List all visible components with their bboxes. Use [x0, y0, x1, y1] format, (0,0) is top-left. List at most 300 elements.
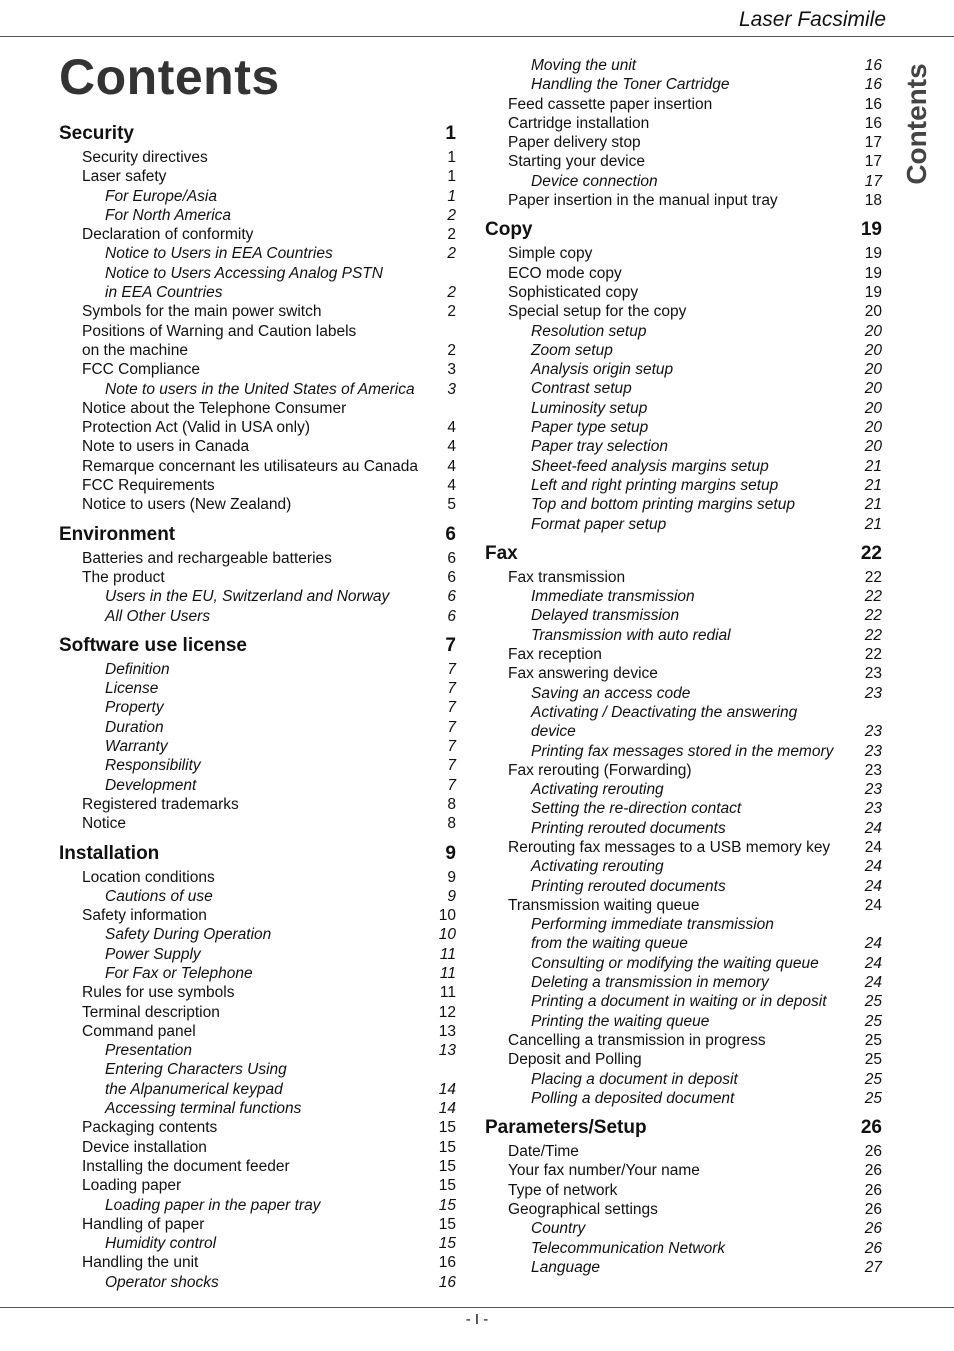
toc-entry[interactable]: [485, 360, 882, 379]
toc-entry-title: Cautions of use: [105, 887, 213, 905]
toc-page-number: 22: [860, 542, 882, 564]
toc-entry[interactable]: [485, 264, 882, 283]
toc-entry-title: Humidity control: [105, 1235, 217, 1253]
toc-entry-title: Your fax number/Your name: [508, 1162, 700, 1180]
toc-entry[interactable]: [59, 1234, 456, 1253]
toc-entry[interactable]: [59, 283, 456, 302]
toc-entry[interactable]: [485, 302, 882, 321]
toc-entry[interactable]: [485, 172, 882, 191]
toc-entry-title: Paper insertion in the manual input tray: [508, 192, 778, 210]
toc-page-number: 25: [864, 1012, 882, 1030]
toc-page-number: 20: [864, 380, 882, 398]
toc-entry[interactable]: [485, 191, 882, 210]
toc-page-number: 25: [864, 1070, 882, 1088]
toc-left-column: [59, 119, 456, 1292]
toc-page-number: 2: [447, 284, 456, 302]
toc-entry[interactable]: [485, 283, 882, 302]
toc-entry[interactable]: [59, 718, 456, 737]
toc-page-number: 13: [438, 1022, 456, 1040]
toc-entry-title: The product: [82, 568, 165, 586]
toc-entry[interactable]: [485, 1258, 882, 1277]
toc-entry[interactable]: [59, 1196, 456, 1215]
toc-entry-title: Feed cassette paper insertion: [508, 95, 713, 113]
toc-page-number: 7: [447, 757, 456, 775]
toc-entry[interactable]: [485, 379, 882, 398]
toc-entry-title: Cartridge installation: [508, 114, 650, 132]
toc-page-number: 2: [447, 245, 456, 263]
toc-entry-title: Notice to Users Accessing Analog PSTN: [105, 264, 383, 282]
toc-entry-title: Printing a document in waiting or in deposit: [531, 993, 827, 1011]
toc-page-number: 18: [864, 192, 882, 210]
toc-section-heading[interactable]: [485, 1113, 882, 1142]
toc-page-number: 22: [864, 607, 882, 625]
toc-entry-title: All Other Users: [105, 607, 211, 625]
toc-entry-title: Analysis origin setup: [531, 361, 674, 379]
toc-entry[interactable]: [59, 1253, 456, 1272]
toc-entry[interactable]: [59, 1215, 456, 1234]
toc-entry[interactable]: [485, 152, 882, 171]
toc-entry[interactable]: [485, 1031, 882, 1050]
toc-page-number: 26: [860, 1117, 882, 1139]
toc-entry-title: Device connection: [531, 172, 658, 190]
toc-entry-title: Terminal description: [82, 1003, 220, 1021]
toc-entry-title: Saving an access code: [531, 684, 691, 702]
toc-entry-title: from the waiting queue: [531, 935, 688, 953]
toc-section-heading[interactable]: [485, 539, 882, 568]
toc-entry[interactable]: [59, 737, 456, 756]
toc-entry[interactable]: [485, 606, 882, 625]
toc-entry-title: Printing rerouted documents: [531, 819, 726, 837]
toc-entry-title: Zoom setup: [531, 341, 613, 359]
toc-entry-title: Installing the document feeder: [82, 1157, 290, 1175]
toc-page-number: 19: [860, 219, 882, 241]
toc-page-number: 20: [864, 341, 882, 359]
toc-entry-title: Special setup for the copy: [508, 303, 687, 321]
toc-entry[interactable]: [485, 1181, 882, 1200]
toc-entry[interactable]: [59, 302, 456, 321]
toc-section-heading[interactable]: [485, 215, 882, 244]
toc-entry-title: Security: [59, 123, 134, 144]
toc-entry[interactable]: [59, 814, 456, 833]
toc-page-number: 11: [439, 945, 456, 963]
toc-page-number: 17: [864, 153, 882, 171]
toc-page-number: 14: [438, 1100, 456, 1118]
toc-page-number: 20: [864, 303, 882, 321]
toc-page-number: 4: [447, 457, 456, 475]
toc-entry[interactable]: [59, 1041, 456, 1060]
toc-entry-title: License: [105, 680, 159, 698]
toc-page-number: 23: [864, 742, 882, 760]
toc-entry-title: Rerouting fax messages to a USB memory key: [508, 838, 831, 856]
toc-page-number: 21: [864, 457, 882, 475]
toc-entry[interactable]: [485, 780, 882, 799]
header-rule: [0, 36, 954, 37]
toc-page-number: 24: [864, 877, 882, 895]
toc-entry[interactable]: [59, 399, 456, 418]
toc-entry[interactable]: [485, 664, 882, 683]
toc-page-number: 26: [864, 1239, 882, 1257]
toc-entry-title: Symbols for the main power switch: [82, 303, 322, 321]
toc-page-number: 24: [864, 954, 882, 972]
toc-entry-title: Starting your device: [508, 153, 645, 171]
toc-entry-title: Paper delivery stop: [508, 134, 641, 152]
toc-entry[interactable]: [485, 114, 882, 133]
toc-entry[interactable]: [485, 244, 882, 263]
toc-entry[interactable]: [485, 1219, 882, 1238]
toc-entry-title: Resolution setup: [531, 322, 647, 340]
toc-entry-title: Performing immediate transmission: [531, 916, 774, 934]
toc-entry[interactable]: [59, 756, 456, 775]
toc-entry[interactable]: [485, 418, 882, 437]
toc-page-number: 7: [447, 699, 456, 717]
toc-entry-title: Polling a deposited document: [531, 1089, 735, 1107]
toc-entry-title: Command panel: [82, 1022, 196, 1040]
toc-section-heading[interactable]: [59, 839, 456, 868]
toc-entry-title: Activating rerouting: [531, 858, 664, 876]
toc-entry-title: Cancelling a transmission in progress: [508, 1031, 766, 1049]
toc-page-number: 20: [864, 322, 882, 340]
side-tab: [895, 60, 939, 188]
toc-section-heading[interactable]: [59, 631, 456, 660]
toc-entry[interactable]: [485, 877, 882, 896]
toc-entry-title: Printing rerouted documents: [531, 877, 726, 895]
toc-entry[interactable]: [59, 1157, 456, 1176]
toc-page-number: 7: [447, 738, 456, 756]
toc-page-number: 13: [438, 1042, 456, 1060]
toc-entry-title: Rules for use symbols: [82, 984, 235, 1002]
toc-entry[interactable]: [485, 1200, 882, 1219]
toc-entry[interactable]: [59, 1138, 456, 1157]
toc-entry[interactable]: [485, 515, 882, 534]
toc-entry[interactable]: [59, 887, 456, 906]
toc-page-number: 20: [864, 399, 882, 417]
toc-page-number: 23: [864, 665, 882, 683]
toc-entry[interactable]: [59, 1273, 456, 1292]
toc-page-number: 24: [864, 838, 882, 856]
toc-entry-title: Operator shocks: [105, 1273, 219, 1291]
toc-entry-title: Date/Time: [508, 1143, 579, 1161]
toc-entry[interactable]: [485, 322, 882, 341]
toc-page-number: 11: [439, 964, 456, 982]
toc-entry[interactable]: [59, 1118, 456, 1137]
toc-entry[interactable]: [59, 549, 456, 568]
toc-entry[interactable]: [59, 187, 456, 206]
toc-entry[interactable]: [59, 360, 456, 379]
toc-entry-title: Sheet-feed analysis margins setup: [531, 457, 769, 475]
toc-page-number: 4: [447, 477, 456, 495]
toc-entry[interactable]: [59, 776, 456, 795]
toc-entry[interactable]: [485, 896, 882, 915]
toc-entry[interactable]: [485, 915, 882, 934]
toc-page-number: 16: [864, 76, 882, 94]
toc-entry-title: Handling the Toner Cartridge: [531, 76, 730, 94]
toc-page-number: 15: [438, 1235, 456, 1253]
toc-entry-title: Moving the unit: [531, 57, 637, 74]
toc-page-number: 21: [864, 496, 882, 514]
toc-entry-title: Positions of Warning and Caution labels: [82, 322, 357, 340]
toc-entry[interactable]: [485, 857, 882, 876]
toc-entry[interactable]: [59, 244, 456, 263]
toc-page-number: 15: [438, 1177, 456, 1195]
toc-entry-title: Copy: [485, 219, 533, 241]
toc-page-number: 22: [864, 626, 882, 644]
toc-entry[interactable]: [485, 799, 882, 818]
toc-entry-title: Definition: [105, 660, 170, 678]
toc-section-heading[interactable]: [59, 520, 456, 549]
toc-page-number: 1: [447, 168, 456, 186]
toc-page-number: 6: [447, 568, 456, 586]
toc-entry[interactable]: [59, 225, 456, 244]
toc-entry[interactable]: [485, 954, 882, 973]
toc-entry[interactable]: [485, 437, 882, 456]
toc-page-number: 27: [864, 1258, 882, 1276]
toc-entry[interactable]: [59, 341, 456, 360]
toc-entry-title: Development: [105, 776, 197, 794]
toc-entry[interactable]: [59, 380, 456, 399]
toc-page-number: 17: [864, 172, 882, 190]
toc-page-number: 2: [447, 206, 456, 224]
toc-entry[interactable]: [485, 742, 882, 761]
page-title: Contents: [59, 49, 280, 105]
toc-entry-title: Protection Act (Valid in USA only): [82, 419, 311, 437]
toc-entry[interactable]: [59, 868, 456, 887]
toc-entry-title: Country: [531, 1220, 586, 1238]
toc-entry-title: Fax answering device: [508, 665, 658, 683]
toc-entry[interactable]: [59, 679, 456, 698]
toc-entry-title: Paper tray selection: [531, 438, 668, 456]
toc-page-number: 20: [864, 419, 882, 437]
toc-entry[interactable]: [485, 1070, 882, 1089]
toc-entry[interactable]: [59, 206, 456, 225]
toc-right-column: [485, 56, 882, 1277]
toc-entry[interactable]: [59, 587, 456, 606]
toc-entry-title: Warranty: [105, 738, 168, 756]
toc-page-number: 10: [438, 907, 456, 925]
toc-entry[interactable]: [485, 133, 882, 152]
toc-entry[interactable]: [485, 399, 882, 418]
toc-entry-title: Notice to users (New Zealand): [82, 496, 292, 514]
side-tab-label: Contents: [901, 63, 932, 185]
toc-entry[interactable]: [485, 626, 882, 645]
toc-page-number: 22: [864, 588, 882, 606]
toc-page-number: 6: [447, 588, 456, 606]
toc-entry[interactable]: [485, 973, 882, 992]
toc-entry[interactable]: [485, 645, 882, 664]
toc-entry[interactable]: [485, 587, 882, 606]
toc-entry-title: Environment: [59, 523, 176, 545]
toc-entry-title: Notice to Users in EEA Countries: [105, 245, 333, 263]
toc-entry-title: Users in the EU, Switzerland and Norway: [105, 588, 390, 606]
toc-page-number: 8: [447, 795, 456, 813]
toc-entry[interactable]: [485, 934, 882, 953]
toc-entry-title: Installation: [59, 842, 160, 864]
toc-entry-title: Fax rerouting (Forwarding): [508, 761, 692, 779]
toc-entry[interactable]: [59, 1060, 456, 1079]
toc-page-number: 7: [447, 660, 456, 678]
toc-entry[interactable]: [485, 1050, 882, 1069]
toc-entry-title: Printing the waiting queue: [531, 1012, 710, 1030]
toc-entry-title: Immediate transmission: [531, 588, 695, 606]
toc-page-number: 23: [864, 800, 882, 818]
toc-section-heading[interactable]: [59, 119, 456, 148]
toc-entry-title: ECO mode copy: [508, 264, 622, 282]
toc-entry-title: For North America: [105, 206, 232, 224]
toc-entry[interactable]: [59, 925, 456, 944]
toc-entry[interactable]: [485, 703, 882, 722]
toc-entry-title: Telecommunication Network: [531, 1239, 726, 1257]
toc-entry-title: Language: [531, 1258, 600, 1276]
toc-entry[interactable]: [59, 148, 456, 167]
toc-page-number: 12: [438, 1003, 456, 1021]
toc-entry[interactable]: [59, 495, 456, 514]
toc-entry-title: Paper type setup: [531, 419, 649, 437]
toc-entry[interactable]: [59, 1099, 456, 1118]
toc-page-number: 2: [447, 303, 456, 321]
toc-entry-title: Transmission with auto redial: [531, 626, 731, 644]
toc-entry-title: Loading paper in the paper tray: [105, 1196, 321, 1214]
toc-entry[interactable]: [485, 457, 882, 476]
toc-page-number: 22: [864, 646, 882, 664]
toc-entry-title: Software use license: [59, 634, 247, 656]
toc-entry[interactable]: [59, 945, 456, 964]
toc-page-number: 4: [447, 419, 456, 437]
toc-entry[interactable]: [59, 322, 456, 341]
toc-entry[interactable]: [485, 761, 882, 780]
toc-entry[interactable]: [485, 819, 882, 838]
toc-page-number: 16: [864, 114, 882, 132]
toc-page-number: 22: [864, 568, 882, 586]
toc-entry-title: Registered trademarks: [82, 795, 239, 813]
toc-entry[interactable]: [59, 264, 456, 283]
toc-entry[interactable]: [59, 418, 456, 437]
toc-entry[interactable]: [485, 1089, 882, 1108]
toc-entry[interactable]: [59, 795, 456, 814]
toc-page-number: 24: [864, 935, 882, 953]
toc-entry[interactable]: [59, 983, 456, 1002]
toc-page-number: 23: [864, 684, 882, 702]
toc-page-number: 5: [447, 496, 456, 514]
toc-entry[interactable]: [59, 457, 456, 476]
toc-entry[interactable]: [59, 1176, 456, 1195]
toc-entry[interactable]: [59, 1003, 456, 1022]
toc-page-number: 11: [439, 984, 456, 1002]
toc-entry[interactable]: [59, 607, 456, 626]
toc-page-number: 6: [447, 607, 456, 625]
toc-entry-title: Sophisticated copy: [508, 283, 639, 301]
toc-entry-title: Responsibility: [105, 757, 201, 775]
toc-entry[interactable]: [485, 684, 882, 703]
toc-entry-title: Property: [105, 699, 164, 717]
toc-entry-title: Notice: [82, 815, 126, 833]
toc-page-number: 16: [864, 95, 882, 113]
toc-entry-title: Consulting or modifying the waiting queue: [531, 954, 819, 972]
toc-entry[interactable]: [485, 722, 882, 741]
toc-entry[interactable]: [59, 906, 456, 925]
toc-page-number: 26: [864, 1220, 882, 1238]
toc-entry-title: Activating rerouting: [531, 781, 664, 799]
toc-entry-title: Activating / Deactivating the answering: [531, 703, 798, 721]
toc-entry[interactable]: [485, 95, 882, 114]
toc-entry[interactable]: [59, 437, 456, 456]
toc-entry[interactable]: [485, 992, 882, 1011]
toc-page-number: 20: [864, 438, 882, 456]
toc-entry-title: Power Supply: [105, 945, 201, 963]
toc-page-number: 26: [864, 1162, 882, 1180]
toc-page-number: 10: [438, 926, 456, 944]
toc-entry-title: the Alpanumerical keypad: [105, 1080, 283, 1098]
toc-entry[interactable]: [485, 838, 882, 857]
toc-entry[interactable]: [485, 476, 882, 495]
toc-entry[interactable]: [485, 568, 882, 587]
toc-entry-title: Fax: [485, 542, 518, 564]
toc-entry[interactable]: [485, 75, 882, 94]
toc-page-number: 3: [447, 380, 456, 398]
toc-entry[interactable]: [485, 1142, 882, 1161]
toc-entry-title: Packaging contents: [82, 1119, 218, 1137]
toc-page-number: 1: [447, 149, 456, 166]
toc-entry-title: Format paper setup: [531, 515, 667, 533]
toc-entry[interactable]: [485, 341, 882, 360]
toc-entry-title: For Fax or Telephone: [105, 964, 253, 982]
toc-page-number: 24: [864, 858, 882, 876]
toc-page-number: 2: [447, 226, 456, 244]
toc-entry[interactable]: [485, 1239, 882, 1258]
toc-entry-title: FCC Requirements: [82, 477, 215, 495]
toc-entry-title: Fax transmission: [508, 568, 626, 586]
toc-page-number: 7: [447, 680, 456, 698]
toc-entry-title: Note to users in Canada: [82, 438, 250, 456]
toc-entry[interactable]: [59, 698, 456, 717]
toc-entry-title: Fax reception: [508, 646, 602, 664]
toc-entry-title: Entering Characters Using: [105, 1061, 287, 1079]
toc-entry[interactable]: [485, 1161, 882, 1180]
toc-entry-title: Simple copy: [508, 245, 593, 263]
toc-page-number: 15: [438, 1138, 456, 1156]
toc-entry-title: in EEA Countries: [105, 284, 223, 302]
toc-entry-title: Type of network: [508, 1181, 618, 1199]
toc-entry[interactable]: [59, 964, 456, 983]
toc-page-number: 19: [864, 264, 882, 282]
toc-page-number: 9: [447, 887, 456, 905]
toc-entry-title: Setting the re-direction contact: [531, 800, 742, 818]
toc-entry-title: Accessing terminal functions: [105, 1100, 302, 1118]
toc-page-number: 15: [438, 1196, 456, 1214]
toc-entry[interactable]: [59, 1080, 456, 1099]
toc-entry[interactable]: [59, 1022, 456, 1041]
footer-rule: [0, 1307, 954, 1308]
toc-page-number: 19: [864, 245, 882, 263]
toc-entry[interactable]: [59, 167, 456, 186]
toc-page-number: 23: [864, 723, 882, 741]
footer-page-number: - I -: [465, 1311, 489, 1328]
toc-entry[interactable]: [485, 495, 882, 514]
toc-entry[interactable]: [485, 1012, 882, 1031]
toc-page-number: 26: [864, 1181, 882, 1199]
toc-entry-title: Batteries and rechargeable batteries: [82, 549, 332, 567]
toc-entry[interactable]: [59, 660, 456, 679]
toc-page-number: 19: [864, 283, 882, 301]
toc-entry-title: on the machine: [82, 341, 188, 359]
toc-entry[interactable]: [59, 476, 456, 495]
toc-entry-title: Loading paper: [82, 1177, 182, 1195]
toc-entry-title: Deleting a transmission in memory: [531, 974, 769, 992]
toc-entry-title: Remarque concernant les utilisateurs au Canada: [82, 457, 419, 475]
toc-entry-title: FCC Compliance: [82, 361, 201, 379]
toc-entry[interactable]: [59, 568, 456, 587]
toc-page-number: 24: [864, 974, 882, 992]
toc-entry[interactable]: [485, 56, 882, 75]
toc-page-number: 16: [438, 1273, 456, 1291]
